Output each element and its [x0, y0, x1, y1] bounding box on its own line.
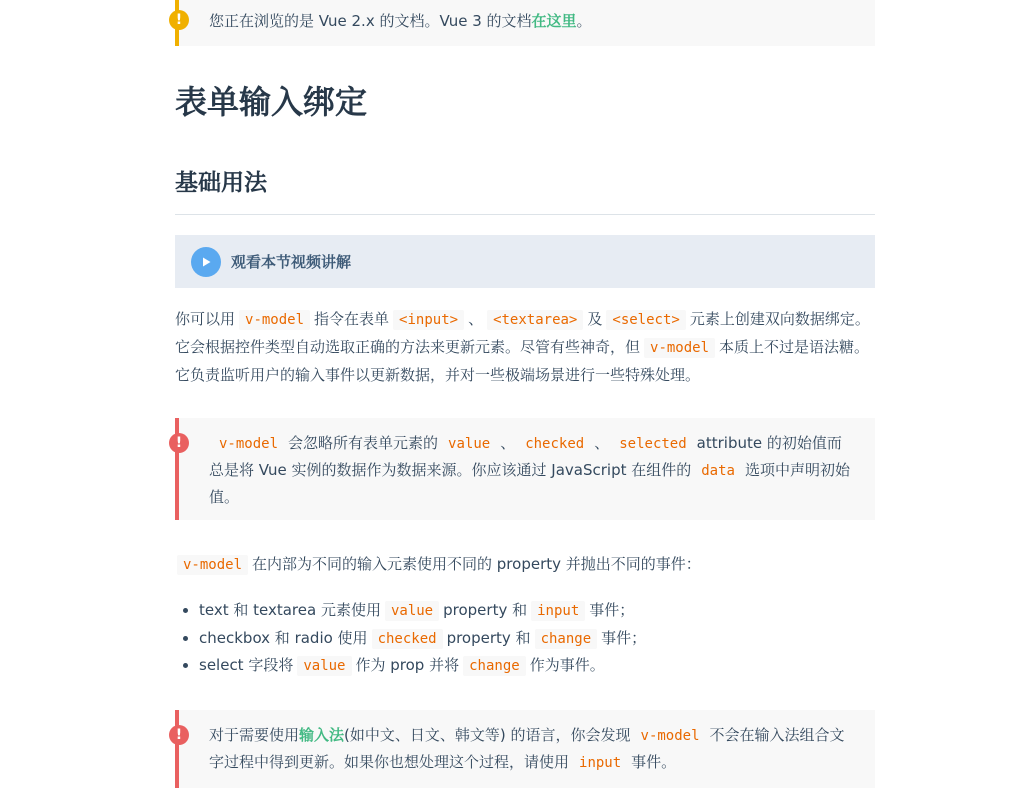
- intro-text: 元素上创建双向数据绑定。它会根据控件类型自动选取正确的方法来更新元素。尽管有些神奇，但: [175, 310, 870, 356]
- item-text: property 和: [446, 628, 531, 647]
- version-banner: [175, 0, 875, 46]
- page-title: 表单输入绑定: [175, 83, 368, 121]
- tip-text: 、: [594, 434, 610, 452]
- list-item: [199, 652, 899, 680]
- list-item: [199, 625, 899, 653]
- code-input: input: [531, 601, 585, 621]
- intro-text: 本质上不过是语法糖。它负责监听用户的输入事件以更新数据，并对一些极端场景进行一些特殊处理。: [175, 338, 870, 384]
- video-lesson-link[interactable]: [175, 235, 875, 288]
- code-checked: checked: [519, 434, 590, 454]
- code-value: value: [385, 601, 439, 621]
- code-input: input: [573, 753, 627, 773]
- ime-warning: [175, 710, 875, 788]
- intro-text: 、: [468, 310, 484, 328]
- list-item: [199, 597, 899, 625]
- item-text: 作为事件。: [529, 656, 605, 674]
- banner-end: 。: [576, 12, 592, 30]
- vue3-docs-link[interactable]: 在这里: [531, 12, 577, 30]
- play-icon: [191, 247, 221, 277]
- code-value: value: [297, 656, 351, 676]
- item-text: 作为 prop 并将: [355, 656, 460, 674]
- item-text: property 和: [443, 601, 528, 619]
- code-v-model: v-model: [239, 310, 310, 330]
- code-textarea-tag: <textarea>: [487, 310, 583, 330]
- code-checked: checked: [372, 629, 443, 649]
- danger-icon: !: [169, 433, 189, 453]
- code-v-model: v-model: [644, 338, 715, 358]
- item-text: select 字段将: [199, 656, 294, 674]
- events-intro-text: 在内部为不同的输入元素使用不同的 property 并抛出不同的事件：: [252, 555, 701, 573]
- intro-text: 指令在表单: [314, 310, 390, 328]
- events-list: [175, 597, 899, 680]
- tip-text: 不会在输入法组合文字过程中得到更新。如果你也想处理这个过程，请使用: [209, 726, 845, 771]
- item-text: checkbox 和 radio 使用: [199, 628, 368, 647]
- tip-text: attribute 的初始值而总是将 Vue 实例的数据作为数据来源。你应该通过 JavaScript 在组件的: [209, 434, 842, 479]
- video-lesson-label: 观看本节视频讲解: [231, 253, 352, 271]
- initial-value-warning: [175, 418, 875, 520]
- code-data: data: [695, 461, 741, 481]
- code-select-tag: <select>: [606, 310, 685, 330]
- code-change: change: [463, 656, 526, 676]
- code-v-model: v-model: [177, 555, 248, 575]
- item-text: 事件；: [589, 601, 635, 619]
- tip-text: 、: [500, 434, 516, 452]
- danger-icon: !: [169, 725, 189, 745]
- code-input-tag: <input>: [393, 310, 464, 330]
- intro-text: 你可以用: [175, 310, 236, 328]
- intro-text: 及: [587, 310, 603, 328]
- code-v-model: v-model: [635, 726, 706, 746]
- code-selected: selected: [613, 434, 692, 454]
- code-value: value: [442, 434, 496, 454]
- banner-text: 您正在浏览的是 Vue 2.x 的文档。Vue 3 的文档: [209, 12, 532, 30]
- section-heading: 基础用法: [175, 170, 267, 196]
- tip-text: 会忽略所有表单元素的: [288, 434, 439, 452]
- item-text: text 和 textarea 元素使用: [199, 601, 381, 619]
- intro-paragraph: [175, 306, 875, 389]
- tip-text: 事件。: [631, 753, 677, 771]
- events-intro: [175, 551, 875, 579]
- tip-text: 对于需要使用: [209, 726, 300, 744]
- code-change: change: [535, 629, 598, 649]
- info-icon: !: [169, 10, 189, 30]
- tip-text: 选项中声明初始值。: [209, 461, 850, 506]
- ime-link[interactable]: 输入法: [299, 726, 345, 744]
- section-divider: [175, 214, 875, 215]
- code-v-model: v-model: [213, 434, 284, 454]
- tip-text: (如中文、日文、韩文等) 的语言，你会发现: [344, 726, 631, 744]
- item-text: 事件；: [601, 628, 647, 647]
